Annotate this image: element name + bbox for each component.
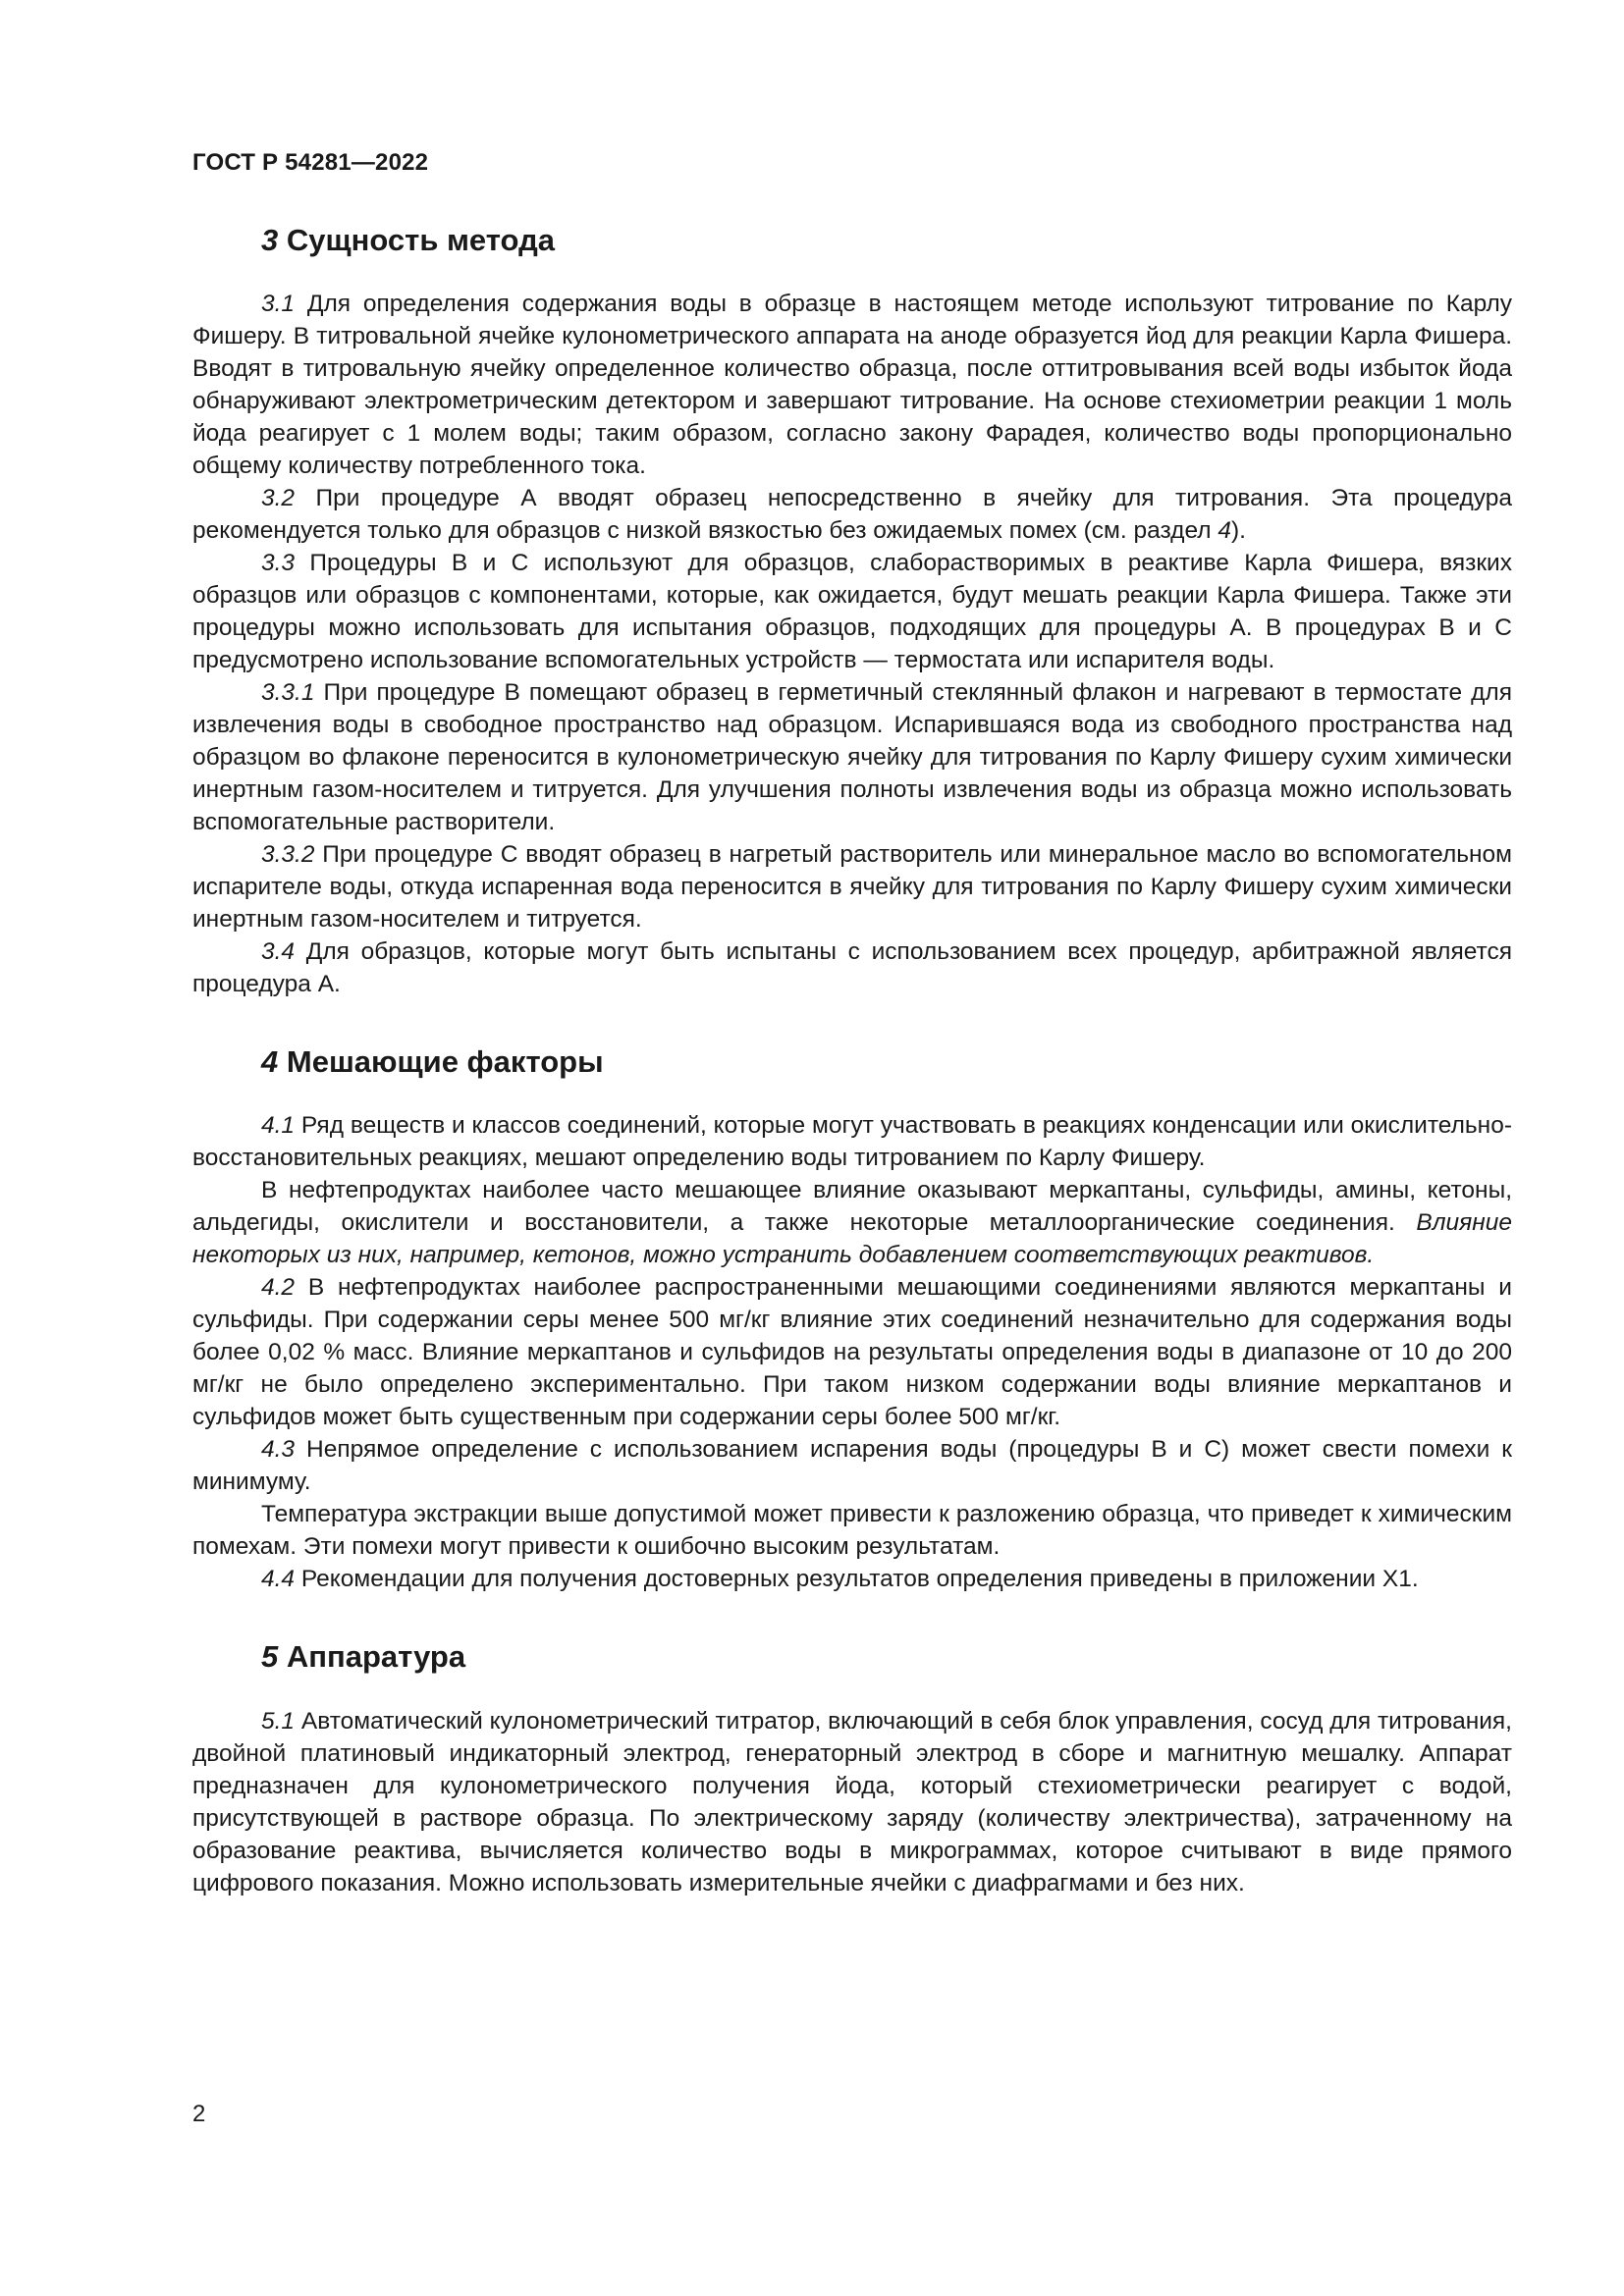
section-title-5: 5 Аппаратура — [261, 1639, 466, 1675]
section-title-3: 3 Сущность метода — [261, 223, 555, 257]
page-number: 2 — [192, 2101, 206, 2127]
document-header: ГОСТ Р 54281—2022 — [192, 149, 429, 176]
clause-4-4: 4.4 Рекомендации для получения достоверных результатов определения приведены в приложении Х1. — [261, 1566, 1419, 1593]
clause-3-3-1: 3.3.1 При процедуре В помещают образец в герметичный стеклянный флакон и нагревают в термостате для извлечения воды в свободное пространство над образцом. Испарившаяся вода из свободного пространства над образцом во флаконе переносится в кулонометрическую ячейку для титрования по Карлу Фишеру сухим химически инертным газом-носителем и титруется. Для улучшения полноты извлечения воды из образца можно использовать вспомогательные растворители. — [192, 679, 1512, 836]
document-body — [192, 222, 1512, 1899]
clause-5-1: 5.1 Автоматический кулонометрический титратор, включающий в себя блок управления, сосуд для титрования, двойной платиновый индикаторный электрод, генераторный электрод в сборе и магнитную мешалку. Аппарат предназначен для кулонометрического получения йода, который стехиометрически реагирует с водой, присутствующей в растворе образца. По электрическому заряду (количеству электричества), затраченному на образование реактива, вычисляется количество воды в микрограммах, которое считывают в виде прямого цифрового показания. Можно использовать измерительные ячейки с диафрагмами и без них. — [192, 1707, 1512, 1896]
clause-3-3: 3.3 Процедуры В и С используют для образцов, слаборастворимых в реактиве Карла Фишера, вязких образцов или образцов с компонентами, которые, как ожидается, будут мешать реакции Карла Фишера. Также эти процедуры можно использовать для испытания образцов, подходящих для процедуры А. В процедурах В и С предусмотрено использование вспомогательных устройств — термостата или испарителя воды. — [192, 550, 1512, 674]
clause-3-1: 3.1 Для определения содержания воды в образце в настоящем методе используют титрование по Карлу Фишеру. В титровальной ячейке кулонометрического аппарата на аноде образуется йод для реакции Карла Фишера. Вводят в титровальную ячейку определенное количество образца, после оттитровывания всей воды избыток йода обнаруживают электрометрическим детектором и завершают титрование. На основе стехиометрии реакции 1 моль йода реагирует с 1 молем воды; таким образом, согласно закону Фарадея, количество воды пропорционально общему количеству потребленного тока. — [192, 291, 1512, 480]
clause-3-4: 3.4 Для образцов, которые могут быть испытаны с использованием всех процедур, арбитражной является процедура А. — [192, 938, 1512, 998]
clause-4-1: 4.1 Ряд веществ и классов соединений, которые могут участвовать в реакциях конденсации или окислительно-восстановительных реакциях, мешают определению воды титрованием по Карлу Фишеру. — [192, 1112, 1512, 1172]
clause-3-3-2: 3.3.2 При процедуре С вводят образец в нагретый растворитель или минеральное масло во вспомогательном испарителе воды, откуда испаренная вода переносится в ячейку для титрования по Карлу Фишеру сухим химически инертным газом-носителем и титруется. — [192, 841, 1512, 934]
paragraph-4-3-b: Температура экстракции выше допустимой может привести к разложению образца, что приведет к химическим помехам. Эти помехи могут привести к ошибочно высоким результатам. — [192, 1501, 1512, 1561]
paragraph-4-1-b: В нефтепродуктах наиболее часто мешающее влияние оказывают меркаптаны, сульфиды, амины, кетоны, альдегиды, окислители и восстановители, а также некоторые металлоорганические соединения. Влияние некоторых из них, например, кетонов, можно устранить добавлением соответствующих реактивов. — [192, 1177, 1512, 1269]
section-title-4: 4 Мешающие факторы — [261, 1044, 604, 1080]
clause-3-2: 3.2 При процедуре А вводят образец непосредственно в ячейку для титрования. Эта процедура рекомендуется только для образцов с низкой вязкостью без ожидаемых помех (см. раздел 4). — [192, 485, 1512, 545]
clause-4-2: 4.2 В нефтепродуктах наиболее распространенными мешающими соединениями являются меркаптаны и сульфиды. При содержании серы менее 500 мг/кг влияние этих соединений незначительно для содержания воды более 0,02 % масс. Влияние меркаптанов и сульфидов на результаты определения воды в диапазоне от 10 до 200 мг/кг не было определено экспериментально. При таком низком содержании воды влияние меркаптанов и сульфидов может быть существенным при содержании серы более 500 мг/кг. — [192, 1274, 1512, 1431]
clause-4-3: 4.3 Непрямое определение с использованием испарения воды (процедуры В и С) может свести помехи к минимуму. — [192, 1436, 1512, 1496]
